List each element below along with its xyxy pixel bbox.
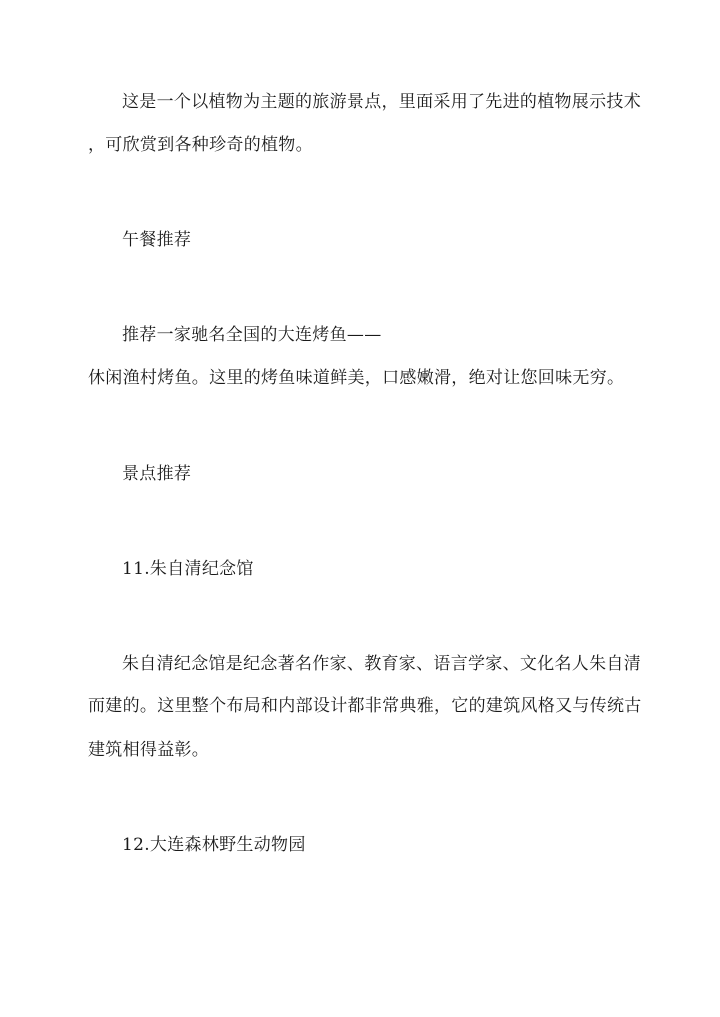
item-heading: 11.朱自清纪念馆 — [122, 559, 254, 579]
paragraph-line: 推荐一家驰名全国的大连烤鱼—— — [122, 325, 382, 345]
paragraph-line: 这是一个以植物为主题的旅游景点，里面采用了先进的植物展示技术 — [122, 92, 641, 112]
paragraph-line: ，可欣赏到各种珍奇的植物。 — [88, 135, 313, 155]
section-heading: 景点推荐 — [122, 464, 192, 484]
section-heading: 午餐推荐 — [122, 230, 192, 250]
paragraph-line: 而建的。这里整个布局和内部设计都非常典雅，它的建筑风格又与传统古 — [88, 696, 642, 716]
paragraph-line: 休闲渔村烤鱼。这里的烤鱼味道鲜美，口感嫩滑，绝对让您回味无穷。 — [88, 368, 625, 388]
paragraph-line: 建筑相得益彰。 — [88, 740, 210, 760]
paragraph-line: 朱自清纪念馆是纪念著名作家、教育家、语言学家、文化名人朱自清 — [122, 654, 641, 674]
item-heading: 12.大连森林野生动物园 — [122, 835, 306, 855]
